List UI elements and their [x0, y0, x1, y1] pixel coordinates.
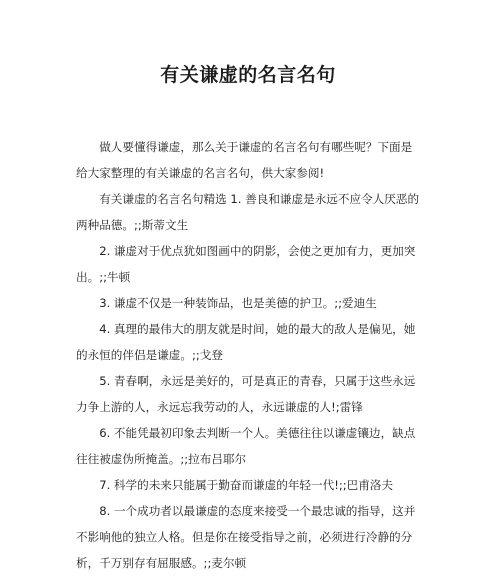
intro-paragraph: 做人要懂得谦虚，那么关于谦虚的名言名句有哪些呢？下面是给大家整理的有关谦虚的名言名句，供大家参阅! [76, 140, 413, 180]
quote-paragraph-1: 有关谦虚的名言名句精选 1. 善良和谦虚是永远不应令人厌恶的两种品德。;;斯蒂文生 [76, 192, 420, 232]
document-body [76, 134, 420, 576]
document-title: 有关谦虚的名言名句 [160, 64, 336, 86]
quote-paragraph-3: 3. 谦虚不仅是一种装饰品，也是美德的护卫。;;爱迪生 [99, 296, 377, 310]
quote-paragraph-5: 5. 青春啊，永远是美好的，可是真正的青春，只属于这些永远力争上游的人，永远忘我劳动的人，永远谦虚的人!;雷锋 [76, 374, 416, 414]
quote-paragraph-8: 8. 一个成功者以最谦虚的态度来接受一个最忠诚的指导，这并不影响他的独立人格。但是你在接受指导之前，必须进行冷静的分析，千万别存有屈服感。;;麦尔顿 [76, 504, 416, 570]
quote-paragraph-4: 4. 真理的最伟大的朋友就是时间，她的最大的敌人是偏见，她的永恒的伴侣是谦虚。;;戈登 [76, 322, 416, 362]
quote-paragraph-7: 7. 科学的未来只能属于勤奋而谦虚的年轻一代!;;巴甫洛夫 [99, 478, 394, 492]
quote-paragraph-6: 6. 不能凭最初印象去判断一个人。美德往往以谦虚镶边，缺点往往被虚伪所掩盖。;;拉布吕耶尔 [76, 426, 416, 466]
quote-paragraph-2: 2. 谦虚对于优点犹如图画中的阴影，会使之更加有力，更加突出。;;牛顿 [76, 244, 416, 284]
